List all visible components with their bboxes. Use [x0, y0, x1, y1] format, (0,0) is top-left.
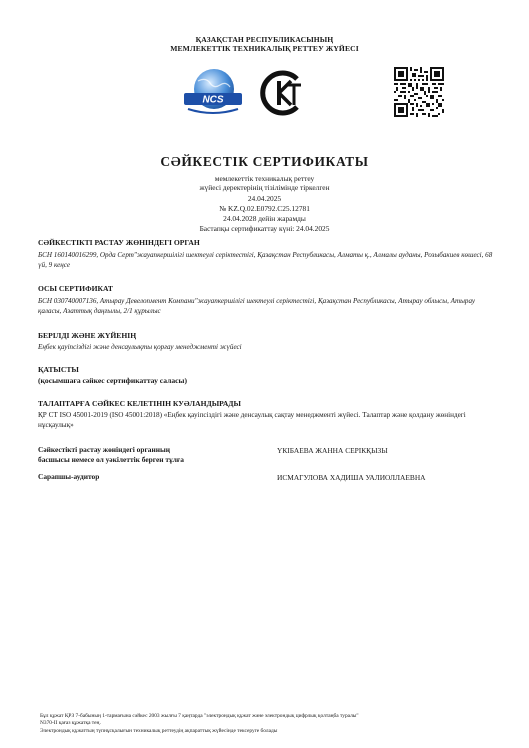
header-system: МЕМЛЕКЕТТІК ТЕХНИКАЛЫҚ РЕТТЕУ ЖҮЙЕСІ: [170, 44, 359, 53]
ncs-logo: [180, 67, 246, 117]
registry-line-1: мемлекеттік техникалық реттеу: [214, 174, 315, 183]
auditor-name: ИСМАГУЛОВА ХАДИША УАЛИОЛЛАЕВНА: [277, 473, 426, 482]
requirements-text: ҚР СТ ISO 45001-2019 (ISO 45001:2018) «Еңбек қауіпсіздігі және денсаулық сақтау менеджменті жүйесі. Талаптар және қолдану жөніндегі нұсқаулық»: [38, 411, 466, 429]
certification-body-text: БСН 160140016299, Орда Серт"жауапкершілігі шектеулі серіктестігі, Қазақстан Республикасы, Алматы қ., Алмалы ауданы, Розыбакиев көшесі, 68 үй, 9 кеңсе: [38, 251, 493, 269]
head-signatory-name: ҮКІБАЕВА ЖАННА СЕРІКҚЫЗЫ: [277, 446, 388, 455]
issue-date: Бастапқы сертификаттау күні: 24.04.2025: [199, 224, 330, 233]
footer-legal-line-1: Бұл құжат ҚРЗ 7-бабының 1-тармағына сәйкес 2003 жылғы 7 қаңтарда "электрондық құжат және электрондық цифрлық қолтаңба туралы": [40, 713, 359, 719]
kz-conformity-mark: [257, 69, 305, 117]
footer-verification-line: Электрондық құжаттың түпнұсқалығын техникалық реттеудің ақпараттық жүйесінде тексеруге болады: [40, 728, 278, 734]
system-heading: БЕРІЛДІ ЖӘНЕ ЖҮЙЕНІҢ: [38, 331, 137, 340]
relates-subheading: (қосымшаға сәйкес сертификаттау саласы): [38, 376, 187, 385]
certification-body-heading: СӘЙКЕСТІКТІ РАСТАУ ЖӨНІНДЕГІ ОРГАН: [38, 238, 200, 247]
system-text: Еңбек қауіпсіздігі және денсаулықты қорғау менеджменті жүйесі: [38, 343, 242, 351]
valid-until: 24.04.2028 дейін жарамды: [223, 214, 306, 223]
header-country: ҚАЗАҚСТАН РЕСПУБЛИКАСЫНЫҢ: [195, 35, 334, 44]
ncs-logo-text: NCS: [202, 94, 224, 106]
footer-legal-line-2: N370-II қағаз құжатқа тең.: [40, 720, 101, 726]
registry-line-2: жүйесі деректерінің тізілімінде тіркелген: [199, 183, 330, 192]
certificate-number: № KZ.Q.02.E0792.С25.12781: [219, 204, 310, 213]
relates-heading: ҚАТЫСТЫ: [38, 365, 79, 374]
issued-to-text: БСН 030740007136, Атырау Девелопмент Компани"жауапкершілігі шектеулі серіктестігі, Қазақстан Республикасы, Атырау облысы, Атырау қаласы, Азаттық даңғылы, 2/1 құрылыс: [38, 297, 476, 315]
registry-date: 24.04.2025: [247, 194, 282, 203]
head-signatory-label-1: Сәйкестікті растау жөніндегі органның: [38, 445, 171, 454]
qr-code[interactable]: [394, 67, 444, 117]
issued-to-heading: ОСЫ СЕРТИФИКАТ: [38, 284, 113, 293]
auditor-label: Сарапшы-аудитор: [38, 472, 100, 481]
certificate-title: СӘЙКЕСТІК СЕРТИФИКАТЫ: [160, 154, 369, 169]
head-signatory-label-2: басшысы немесе ол уәкілеттік берген тұлға: [38, 455, 184, 464]
requirements-heading: ТАЛАПТАРҒА СӘЙКЕС КЕЛЕТІНІН КУӘЛАНДЫРАДЫ: [38, 399, 241, 408]
